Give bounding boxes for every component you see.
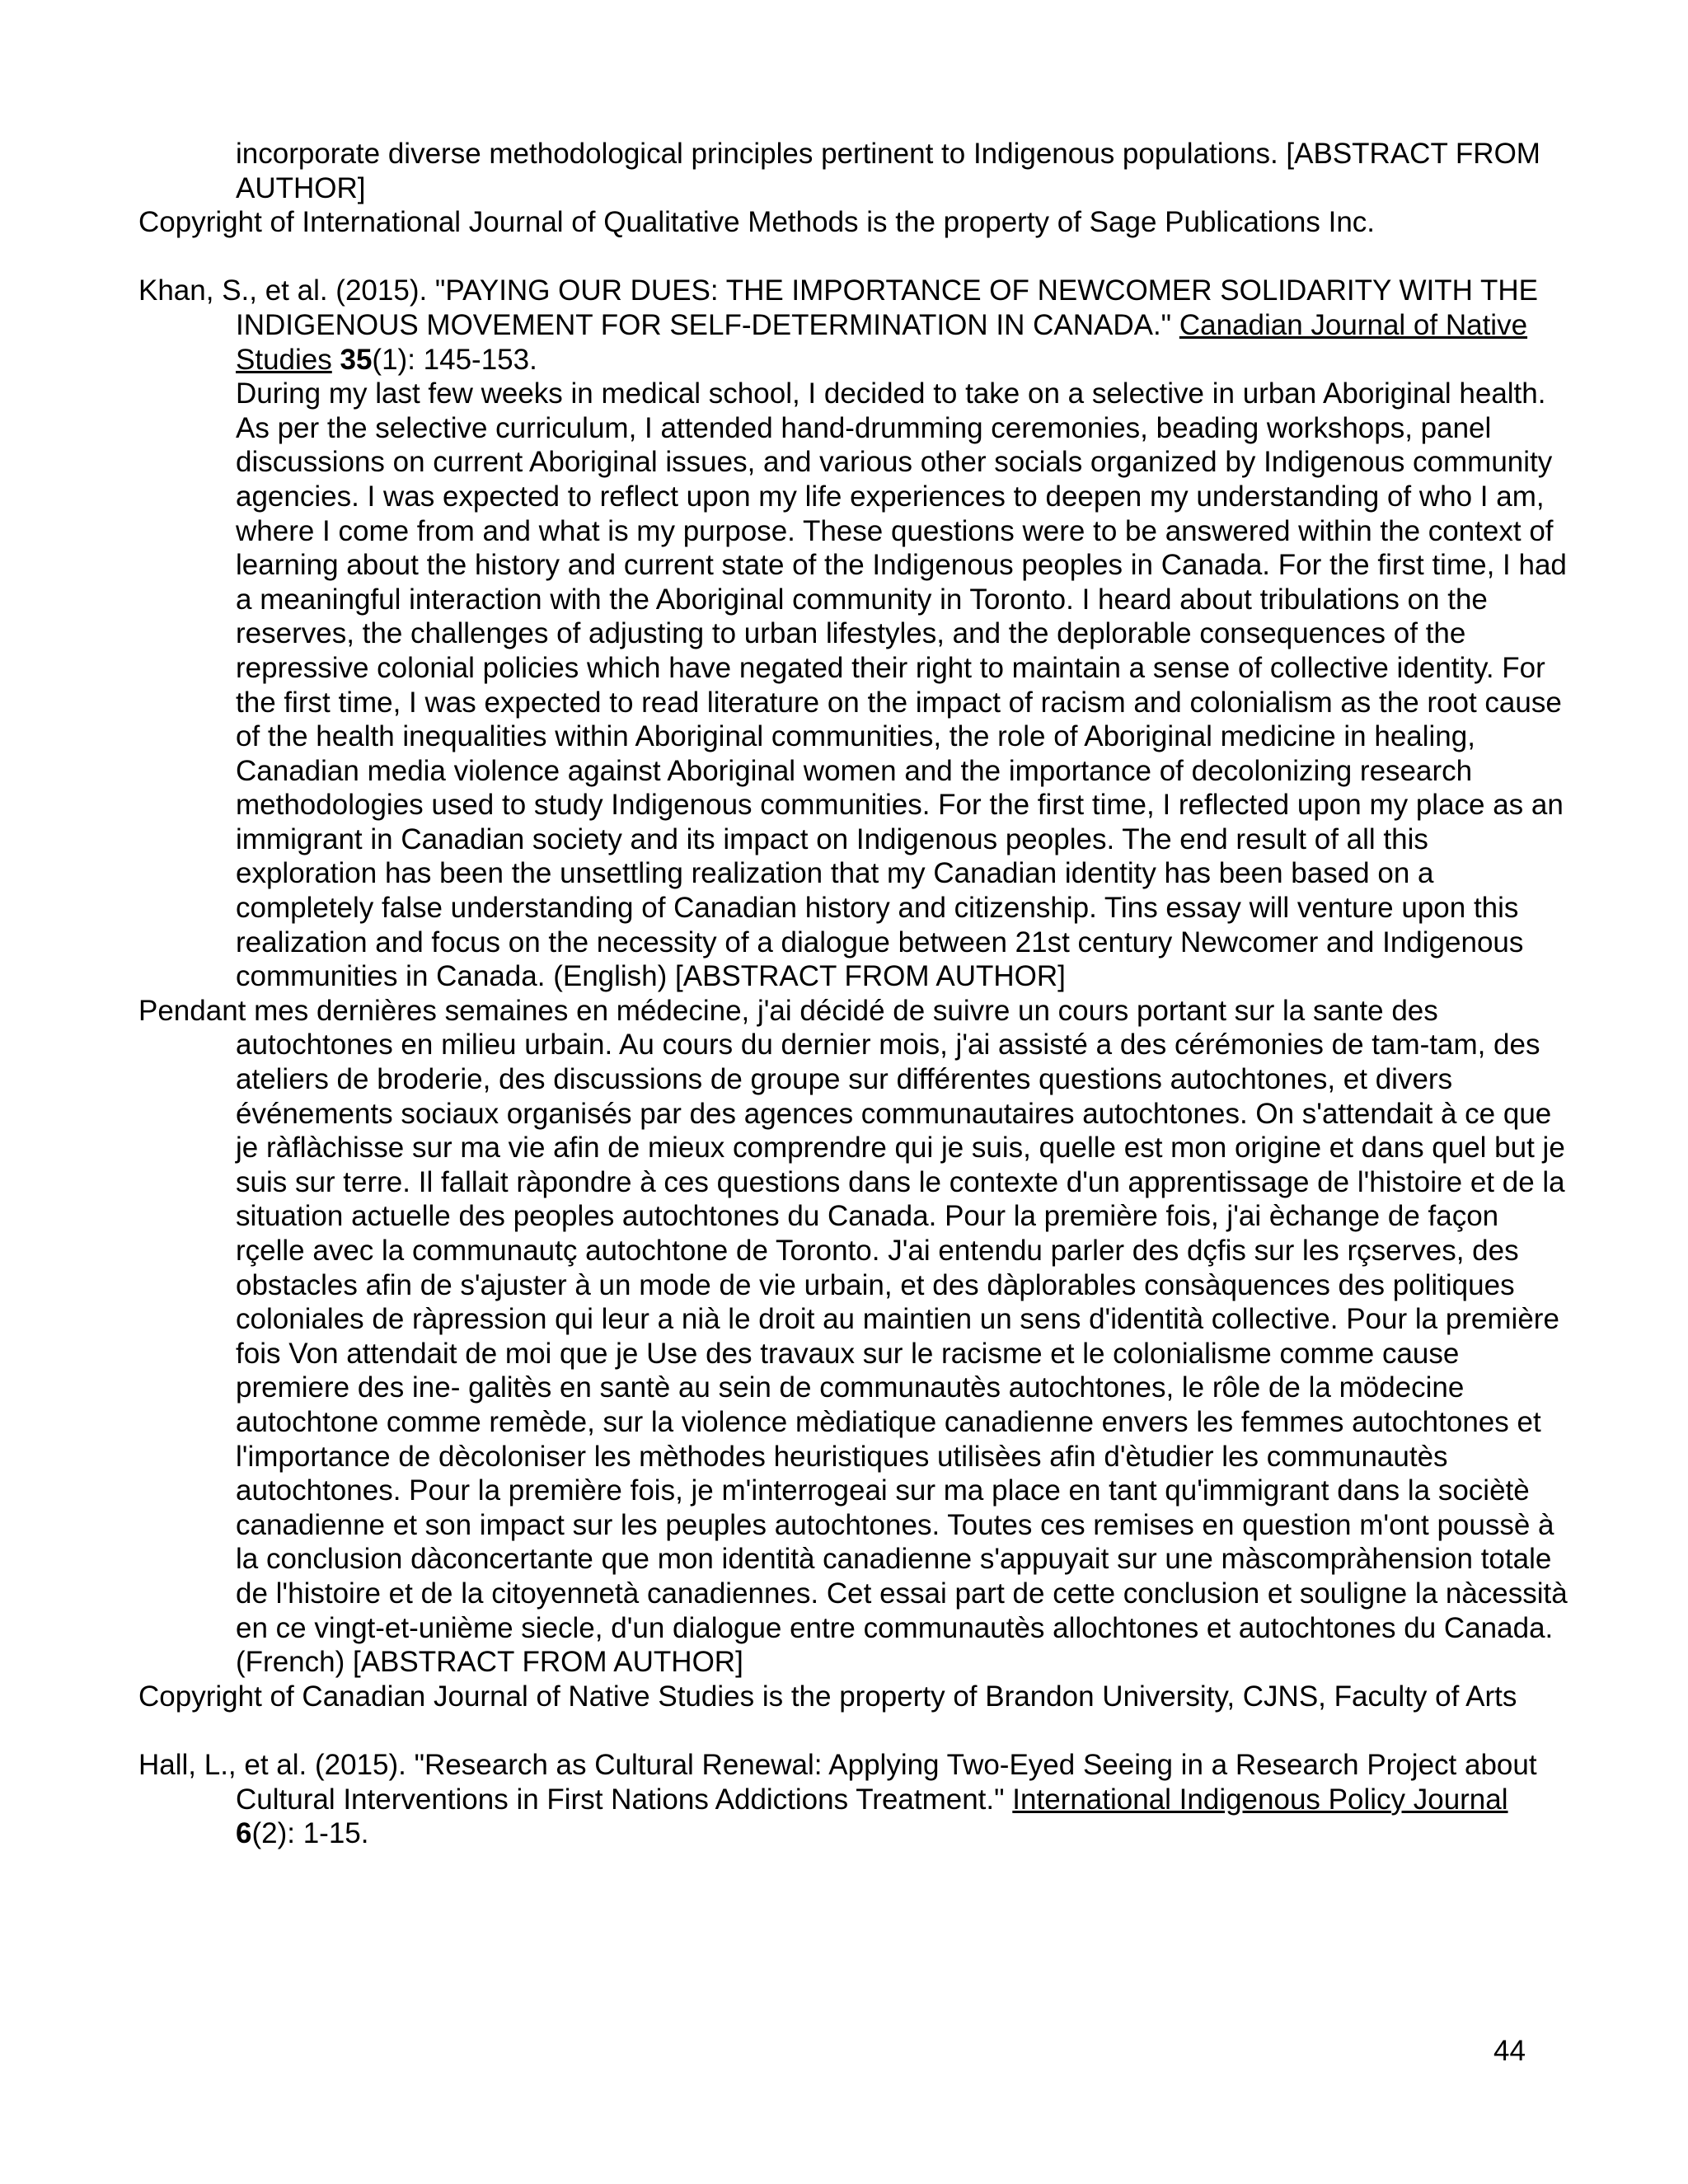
issue-pages: (1): 145-153. — [372, 343, 537, 376]
citation-text: Hall, L., et al. (2015). "Research as Cultural Renewal: Applying Two-Eyed Seeing in a Research Project about Cultural Interventions in First Nations Addictions Treatment." — [138, 1748, 1537, 1816]
citation-khan — [138, 274, 1573, 377]
document-body — [138, 137, 1573, 1851]
journal-title-link[interactable]: International Indigenous Policy Journal — [1012, 1783, 1508, 1816]
citation-hall — [138, 1748, 1573, 1851]
abstract-english: During my last few weeks in medical school, I decided to take on a selective in urban Aboriginal health. As per the selective curriculum, I attended hand-drumming ceremonies, beading workshops, panel discussions on current Aboriginal issues, and various other socials organized by Indigenous community agencies. I was expected to reflect upon my life experiences to deepen my understanding of who I am, where I come from and what is my purpose. These questions were to be answered within the context of learning about the history and current state of the Indigenous peoples in Canada. For the first time, I had a meaningful interaction with the Aboriginal community in Toronto. I heard about tribulations on the reserves, the challenges of adjusting to urban lifestyles, and the deplorable consequences of the repressive colonial policies which have negated their right to maintain a sense of collective identity. For the first time, I was expected to read literature on the impact of racism and colonialism as the root cause of the health inequalities within Aboriginal communities, the role of Aboriginal medicine in healing, Canadian media violence against Aboriginal women and the importance of decolonizing research methodologies used to study Indigenous communities. For the first time, I reflected upon my place as an immigrant in Canadian society and its impact on Indigenous peoples. The end result of all this exploration has been the unsettling realization that my Canadian identity has been based on a completely false understanding of Canadian history and citizenship. Tins essay will venture upon this realization and focus on the necessity of a dialogue between 21st century Newcomer and Indigenous communities in Canada. (English) [ABSTRACT FROM AUTHOR] — [236, 377, 1567, 993]
continuation-copyright: Copyright of International Journal of Qualitative Methods is the property of Sage Publications Inc. — [138, 206, 1376, 239]
copyright-notice: Copyright of Canadian Journal of Native Studies is the property of Brandon University, CJNS, Faculty of Arts — [138, 1680, 1517, 1713]
entry-spacer — [138, 240, 1573, 274]
citation-text: Khan, S., et al. (2015). "PAYING OUR DUES: THE IMPORTANCE OF NEWCOMER SOLIDARITY WITH THE INDIGENOUS MOVEMENT FOR SELF-DETERMINATION IN CANADA." — [138, 274, 1538, 341]
journal-title-link[interactable]: Canadian Journal of Native Studies — [236, 308, 1528, 376]
issue-pages: (2): 1-15. — [251, 1817, 369, 1850]
page-number: 44 — [1493, 2035, 1526, 2067]
volume-number: 35 — [340, 343, 373, 376]
abstract-french: Pendant mes dernières semaines en médecine, j'ai décidé de suivre un cours portant sur la sante des autochtones en milieu urbain. Au cours du dernier mois, j'ai assisté a des cérémonies de tam-tam, des ateliers de broderie, des discussions de groupe sur différentes questions autochtones, et divers événements sociaux organisés par des agences communautaires autochtones. On s'attendait à ce que je ràflàchisse sur ma vie afin de mieux comprendre qui je suis, quelle est mon origine et dans quel but je suis sur terre. Il fallait ràpondre à ces questions dans le contexte d'un apprentissage de l'histoire et de la situation actuelle des peoples autochtones du Canada. Pour la première fois, j'ai èchange de façon rçelle avec la communautç autochtone de Toronto. J'ai entendu parler des dçfis sur les rçserves, des obstacles afin de s'ajuster à un mode de vie urbain, et des dàplorables consàquences des politiques coloniales de ràpression qui leur a nià le droit au maintien un sens d'identità collective. Pour la première fois Von attendait de moi que je Use des travaux sur le racisme et le colonialisme comme cause premiere des ine- galitès en santè au sein de communautès autochtones, le rôle de la mödecine autochtone comme remède, sur la violence mèdiatique canadienne envers les femmes autochtones et l'importance de dècoloniser les mèthodes heuristiques utilisèes afin d'ètudier les communautès autochtones. Pour la première fois, je m'interrogeai sur ma place en tant qu'immigrant dans la sociètè canadienne et son impact sur les peuples autochtones. Toutes ces remises en question m'ont poussè à la conclusion dàconcertante que mon identità canadienne s'appuyait sur une màscompràhension totale de l'histoire et de la citoyennetà canadiennes. Cet essai part de cette conclusion et souligne la nàcessità en ce vingt-et-unième siecle, d'un dialogue entre communautès allochtones et autochtones du Canada. (French) [ABSTRACT FROM AUTHOR] — [138, 994, 1568, 1679]
continuation-abstract: incorporate diverse methodological principles pertinent to Indigenous populations. [ABSTRACT FROM AUTHOR] — [236, 138, 1540, 204]
entry-spacer — [138, 1713, 1573, 1748]
volume-number: 6 — [236, 1817, 252, 1850]
